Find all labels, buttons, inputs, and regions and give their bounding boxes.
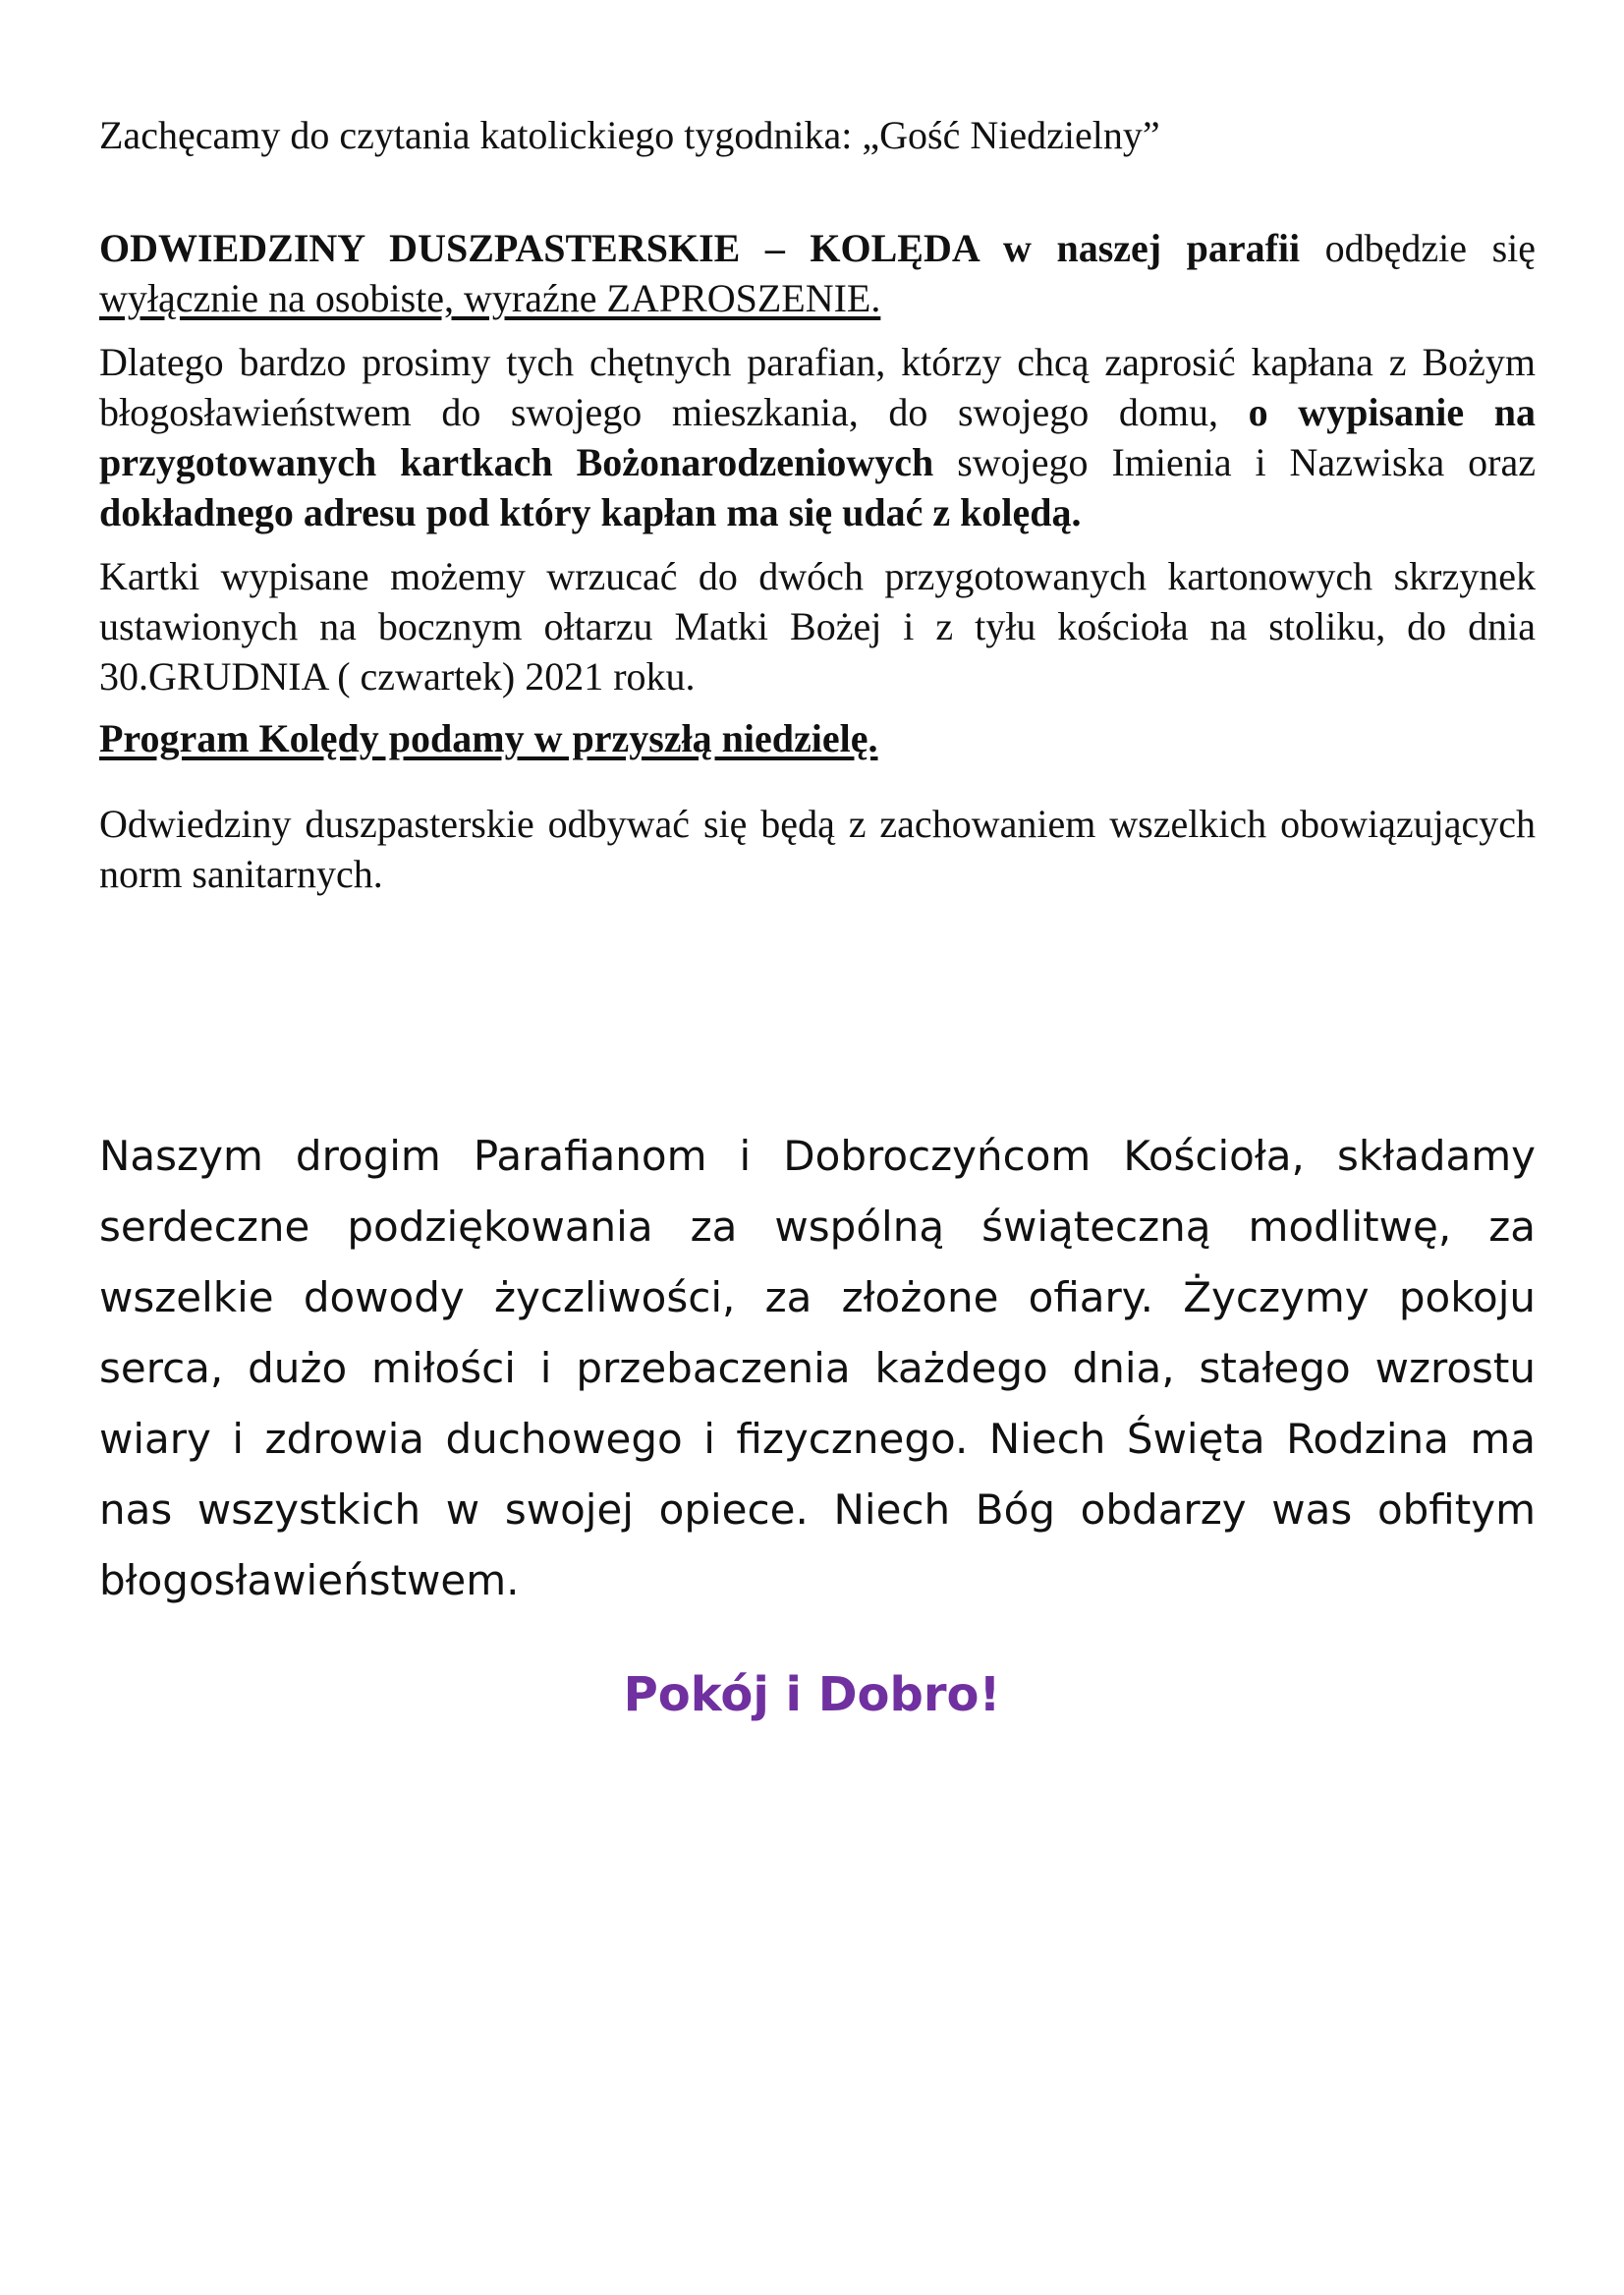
program-notice: Program Kolędy podamy w przyszłą niedzielę. bbox=[99, 716, 878, 760]
koleda-heading-rest: odbędzie się bbox=[1300, 226, 1536, 270]
koleda-paragraph bbox=[99, 223, 1536, 323]
koleda-heading: ODWIEDZINY DUSZPASTERSKIE – KOLĘDA w naszej parafii bbox=[99, 226, 1301, 270]
sanitary-paragraph: Odwiedziny duszpasterskie odbywać się będą z zachowaniem wszelkich obowiązujących norm sanitarnych. bbox=[99, 802, 1536, 896]
request-text-2: swojego Imienia i Nazwiska oraz bbox=[933, 440, 1536, 484]
invitation-note: wyłącznie na osobiste, wyraźne ZAPROSZENIE. bbox=[99, 276, 881, 320]
request-bold-1: o wypisanie na przygotowanych kartkach Bożonarodzeniowych bbox=[99, 390, 1536, 484]
request-text-1: Dlatego bardzo prosimy tych chętnych parafian, którzy chcą zaprosić kapłana z Bożym błogosławieństwem do swojego mieszkania, do swojego domu, bbox=[99, 340, 1536, 434]
thanks-paragraph: Naszym drogim Parafianom i Dobroczyńcom Kościoła, składamy serdeczne podziękowania za wspólną świąteczną modlitwę, za wszelkie dowody życzliwości, za złożone ofiary. Życzymy pokoju serca, dużo miłości i przebaczenia każdego dnia, stałego wzrostu wiary i zdrowia duchowego i fizycznego. Niech Święta Rodzina ma nas wszystkich w swojej opiece. Niech Bóg obdarzy was obfitym błogosławieństwem. bbox=[99, 1132, 1536, 1604]
request-bold-2: dokładnego adresu pod który kapłan ma się udać z kolędą. bbox=[99, 490, 1082, 534]
intro-line: Zachęcamy do czytania katolickiego tygodnika: „Gość Niedzielny” bbox=[99, 113, 1160, 157]
announcement-page bbox=[99, 110, 1536, 899]
cards-paragraph: Kartki wypisane możemy wrzucać do dwóch przygotowanych kartonowych skrzynek ustawionych na bocznym ołtarzu Matki Bożej i z tyłu kościoła na stoliku, do dnia 30.GRUDNIA ( czwartek) 2021 roku. bbox=[99, 554, 1536, 699]
closing-greeting: Pokój i Dobro! bbox=[623, 1667, 1001, 1722]
request-paragraph bbox=[99, 337, 1536, 537]
